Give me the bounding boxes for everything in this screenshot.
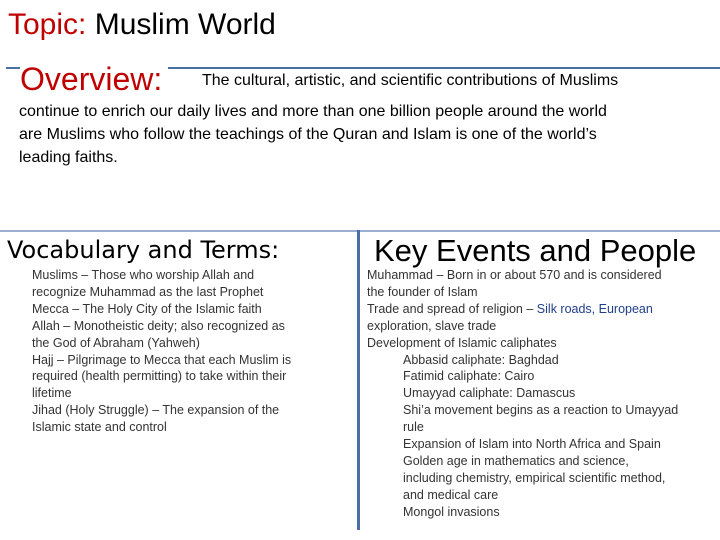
vocab-line: Hajj – Pilgrimage to Mecca that each Muslim is — [32, 352, 292, 367]
vocab-line: Islamic state and control — [32, 420, 167, 435]
key-line-prefix: Trade and spread of religion – — [367, 301, 537, 316]
topic-label: Topic: — [8, 8, 87, 41]
key-line-highlight: Silk roads, European — [536, 301, 653, 316]
vocab-line: the God of Abraham (Yahweh) — [32, 335, 200, 350]
page-title — [8, 7, 276, 43]
overview-line: are Muslims who follow the teachings of the Quran and Islam is one of the world’s — [19, 126, 597, 143]
key-line — [367, 301, 717, 318]
key-subitem: Expansion of Islam into North Africa and Spain — [403, 437, 661, 452]
key-subitem: Shi’a movement begins as a reaction to Umayyad — [403, 403, 679, 418]
key-subitem: and medical care — [403, 487, 499, 502]
key-subitem: Golden age in mathematics and science, — [403, 453, 629, 468]
overview-first-line: The cultural, artistic, and scientific contributions of Muslims — [202, 72, 619, 89]
overview-label: Overview: — [20, 61, 168, 97]
key-line: Development of Islamic caliphates — [367, 335, 557, 350]
vocab-line: Mecca – The Holy City of the Islamic faith — [32, 301, 262, 316]
vocab-line: Muslims – Those who worship Allah and — [32, 268, 255, 282]
section-divider — [0, 230, 720, 232]
vocab-heading: Vocabulary and Terms: — [7, 236, 280, 264]
vocab-line: recognize Muhammad as the last Prophet — [32, 284, 264, 299]
vocab-line: Jihad (Holy Struggle) – The expansion of the — [32, 403, 280, 418]
key-line: the founder of Islam — [367, 284, 478, 299]
key-subitem: Umayyad caliphate: Damascus — [403, 386, 576, 401]
key-events-heading: Key Events and People — [374, 233, 697, 268]
key-events-list — [367, 267, 717, 521]
topic-title: Muslim World — [94, 8, 276, 41]
overview-text — [19, 100, 709, 169]
key-subitem: Fatimid caliphate: Cairo — [403, 369, 535, 384]
vocab-line: Allah – Monotheistic deity; also recognized as — [32, 318, 285, 333]
vocab-list — [32, 267, 352, 436]
key-line: exploration, slave trade — [367, 318, 497, 333]
key-subitem: Abbasid caliphate: Baghdad — [403, 352, 559, 367]
vocab-line: required (health permitting) to take within their — [32, 369, 287, 384]
key-line: Muhammad – Born in or about 570 and is considered — [367, 268, 662, 282]
key-subitem: including chemistry, empirical scientific method, — [403, 470, 666, 485]
vocab-line: lifetime — [32, 386, 72, 401]
column-divider — [357, 230, 360, 530]
overview-line: leading faiths. — [19, 149, 118, 166]
overview-line: continue to enrich our daily lives and more than one billion people around the world — [19, 103, 607, 120]
key-subitem: Mongol invasions — [403, 504, 500, 519]
key-subitem: rule — [403, 420, 424, 435]
